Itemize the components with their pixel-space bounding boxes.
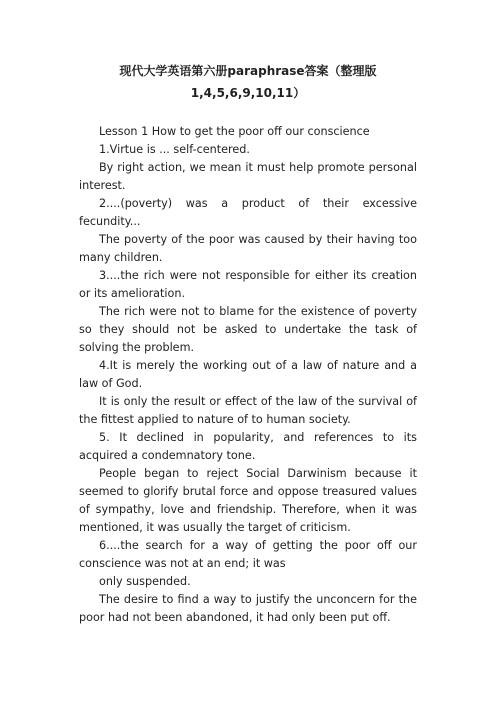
lesson-heading: Lesson 1 How to get the poor off our conscience — [99, 125, 370, 138]
paraphrase-1: By right action, we mean it must help promote personal interest. — [79, 161, 417, 192]
title-line-1: 现代大学英语第六册paraphrase答案（整理版 — [119, 64, 377, 78]
title-line-2: 1,4,5,6,9,10,11） — [190, 86, 306, 100]
quote-6-continued: only suspended. — [99, 575, 191, 588]
paraphrase-6: The desire to find a way to justify the unconcern for the poor had not been abandoned, it had only been put off. — [79, 593, 417, 624]
quote-3: 3....the rich were not responsible for either its creation or its amelioration. — [79, 269, 417, 300]
quote-2: 2....(poverty) was a product of their excessive fecundity... — [79, 197, 417, 228]
paraphrase-2: The poverty of the poor was caused by their having too many children. — [79, 233, 417, 264]
paraphrase-3: The rich were not to blame for the existence of poverty so they should not be asked to undertake the task of solving the problem. — [79, 305, 417, 354]
document-title — [79, 60, 417, 104]
paraphrase-4: It is only the result or effect of the law of the survival of the fittest applied to nature of to human society. — [79, 395, 417, 426]
quote-5: 5. It declined in popularity, and references to its acquired a condemnatory tone. — [79, 431, 417, 462]
quote-4: 4.It is merely the working out of a law of nature and a law of God. — [79, 359, 417, 390]
quote-1: 1.Virtue is ... self-centered. — [99, 143, 250, 156]
quote-6: 6....the search for a way of getting the poor off our conscience was not at an end; it was — [79, 539, 417, 570]
paraphrase-5: People began to reject Social Darwinism because it seemed to glorify brutal force and oppose treasured values of sympathy, love and friendship. Therefore, when it was mentioned, it was usually the target of criticism. — [79, 467, 417, 534]
